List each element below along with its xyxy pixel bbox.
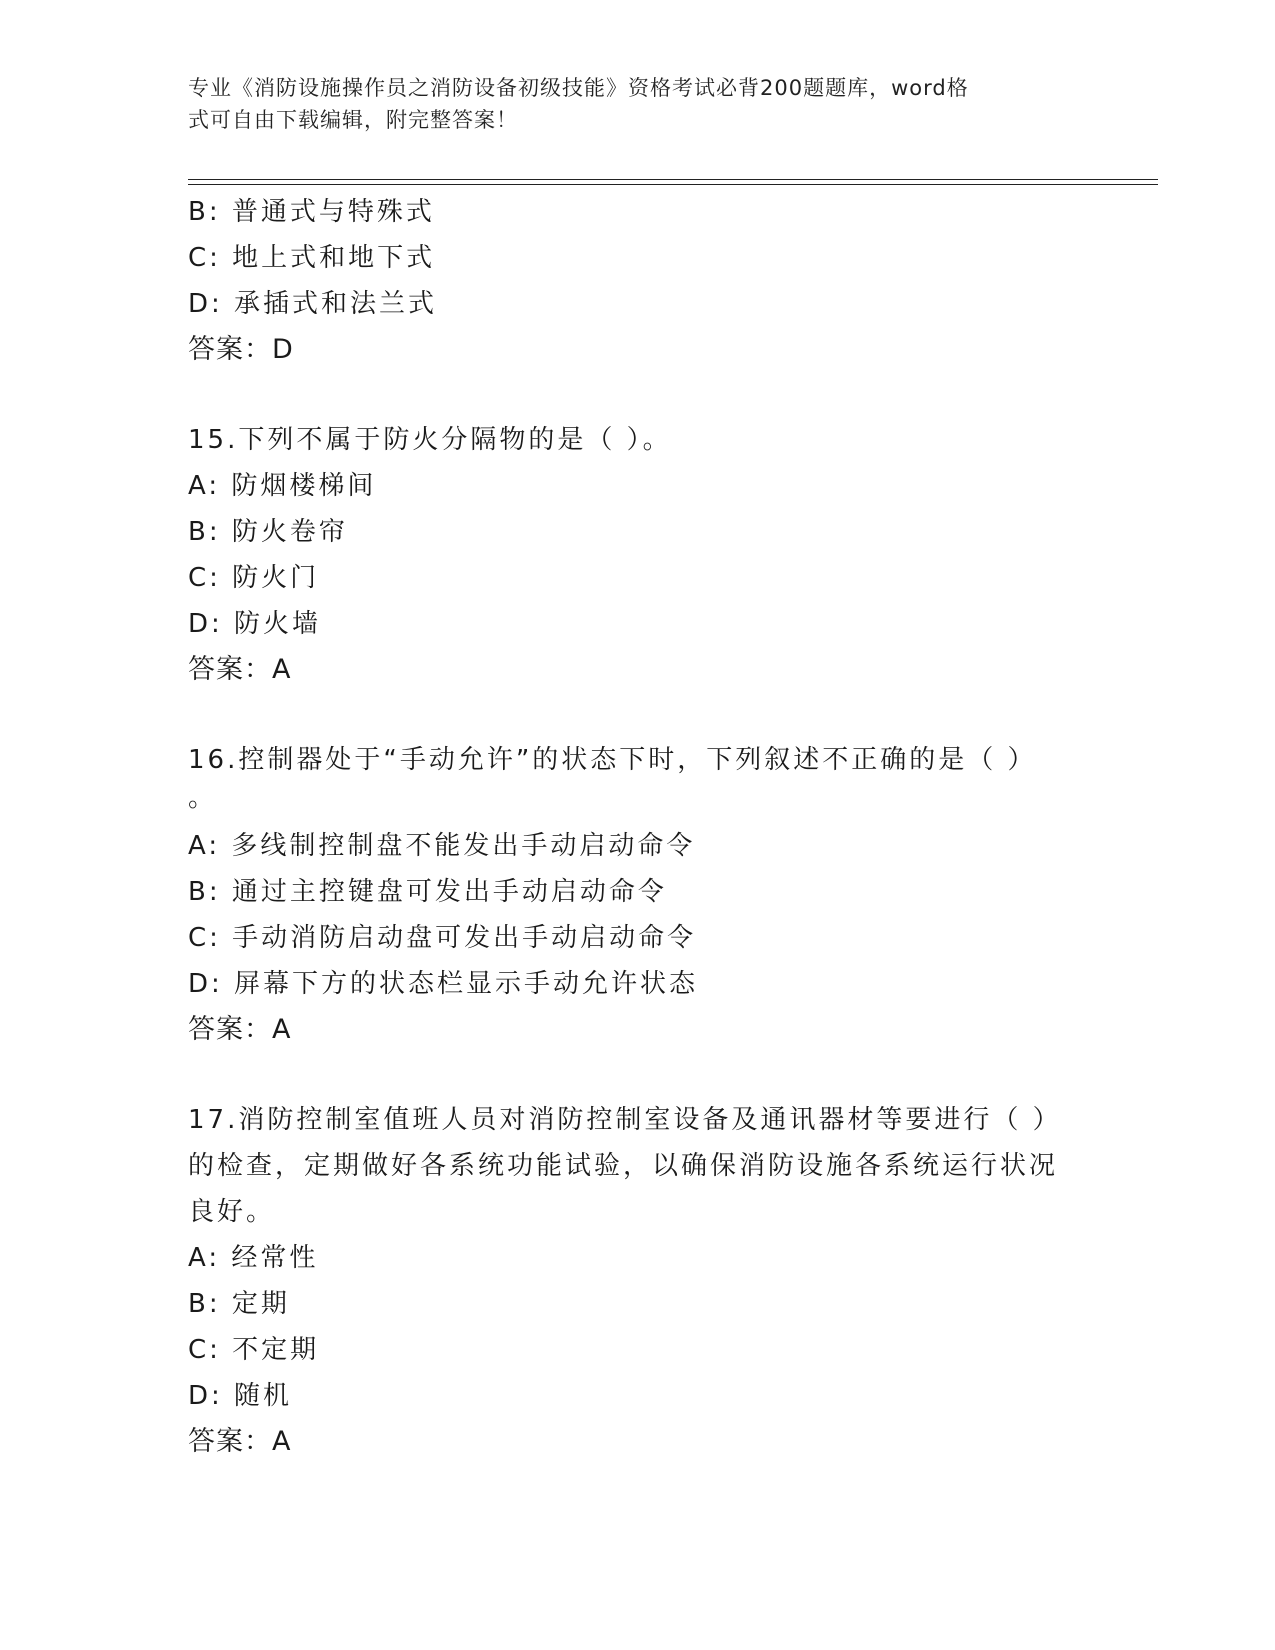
- question-stem-tail: 。: [188, 783, 218, 813]
- option-b: B: 通过主控键盘可发出手动启动命令: [188, 877, 667, 907]
- answer-line: 答案：A: [188, 654, 292, 685]
- question-15: [188, 417, 1068, 693]
- option-c: C: 手动消防启动盘可发出手动启动命令: [188, 923, 697, 953]
- option-b: B: 定期: [188, 1289, 290, 1319]
- option-a: A: 多线制控制盘不能发出手动启动命令: [188, 831, 696, 861]
- header-divider-bottom: [188, 184, 1158, 185]
- question-stem-line-3: 良好。: [188, 1197, 276, 1227]
- option-a: A: 防烟楼梯间: [188, 471, 377, 501]
- option-c: C: 地上式和地下式: [188, 243, 436, 273]
- option-b: B: 防火卷帘: [188, 517, 348, 547]
- option-c: C: 防火门: [188, 563, 320, 593]
- question-list: [188, 189, 1068, 1465]
- option-d: D: 屏幕下方的状态栏显示手动允许状态: [188, 969, 699, 999]
- option-a: A: 经常性: [188, 1243, 319, 1273]
- header-divider-top: [188, 179, 1158, 180]
- question-stem: 16.控制器处于“手动允许”的状态下时，下列叙述不正确的是（ ）: [188, 745, 1037, 775]
- answer-line: 答案：D: [188, 334, 294, 365]
- question-stem: 15.下列不属于防火分隔物的是（ ）。: [188, 425, 672, 455]
- header-title-line-2: 式可自由下载编辑，附完整答案！: [188, 108, 518, 132]
- option-b: B: 普通式与特殊式: [188, 197, 435, 227]
- spacer: [188, 1053, 1068, 1097]
- spacer: [188, 373, 1068, 417]
- header-title-line-1: 专业《消防设施操作员之消防设备初级技能》资格考试必背200题题库，word格: [188, 76, 969, 100]
- question-16: [188, 737, 1068, 1053]
- question-stem-line-1: 17.消防控制室值班人员对消防控制室设备及通讯器材等要进行（ ）: [188, 1105, 1062, 1135]
- spacer: [188, 693, 1068, 737]
- question-14-continued: [188, 189, 1068, 373]
- option-d: D: 承插式和法兰式: [188, 289, 438, 319]
- question-17: [188, 1097, 1068, 1465]
- option-d: D: 防火墙: [188, 609, 322, 639]
- answer-line: 答案：A: [188, 1426, 292, 1457]
- option-d: D: 随机: [188, 1381, 293, 1411]
- question-stem-line-2: 的检查，定期做好各系统功能试验，以确保消防设施各系统运行状况: [188, 1151, 1059, 1181]
- option-c: C: 不定期: [188, 1335, 320, 1365]
- document-header: [188, 72, 1068, 136]
- answer-line: 答案：A: [188, 1014, 292, 1045]
